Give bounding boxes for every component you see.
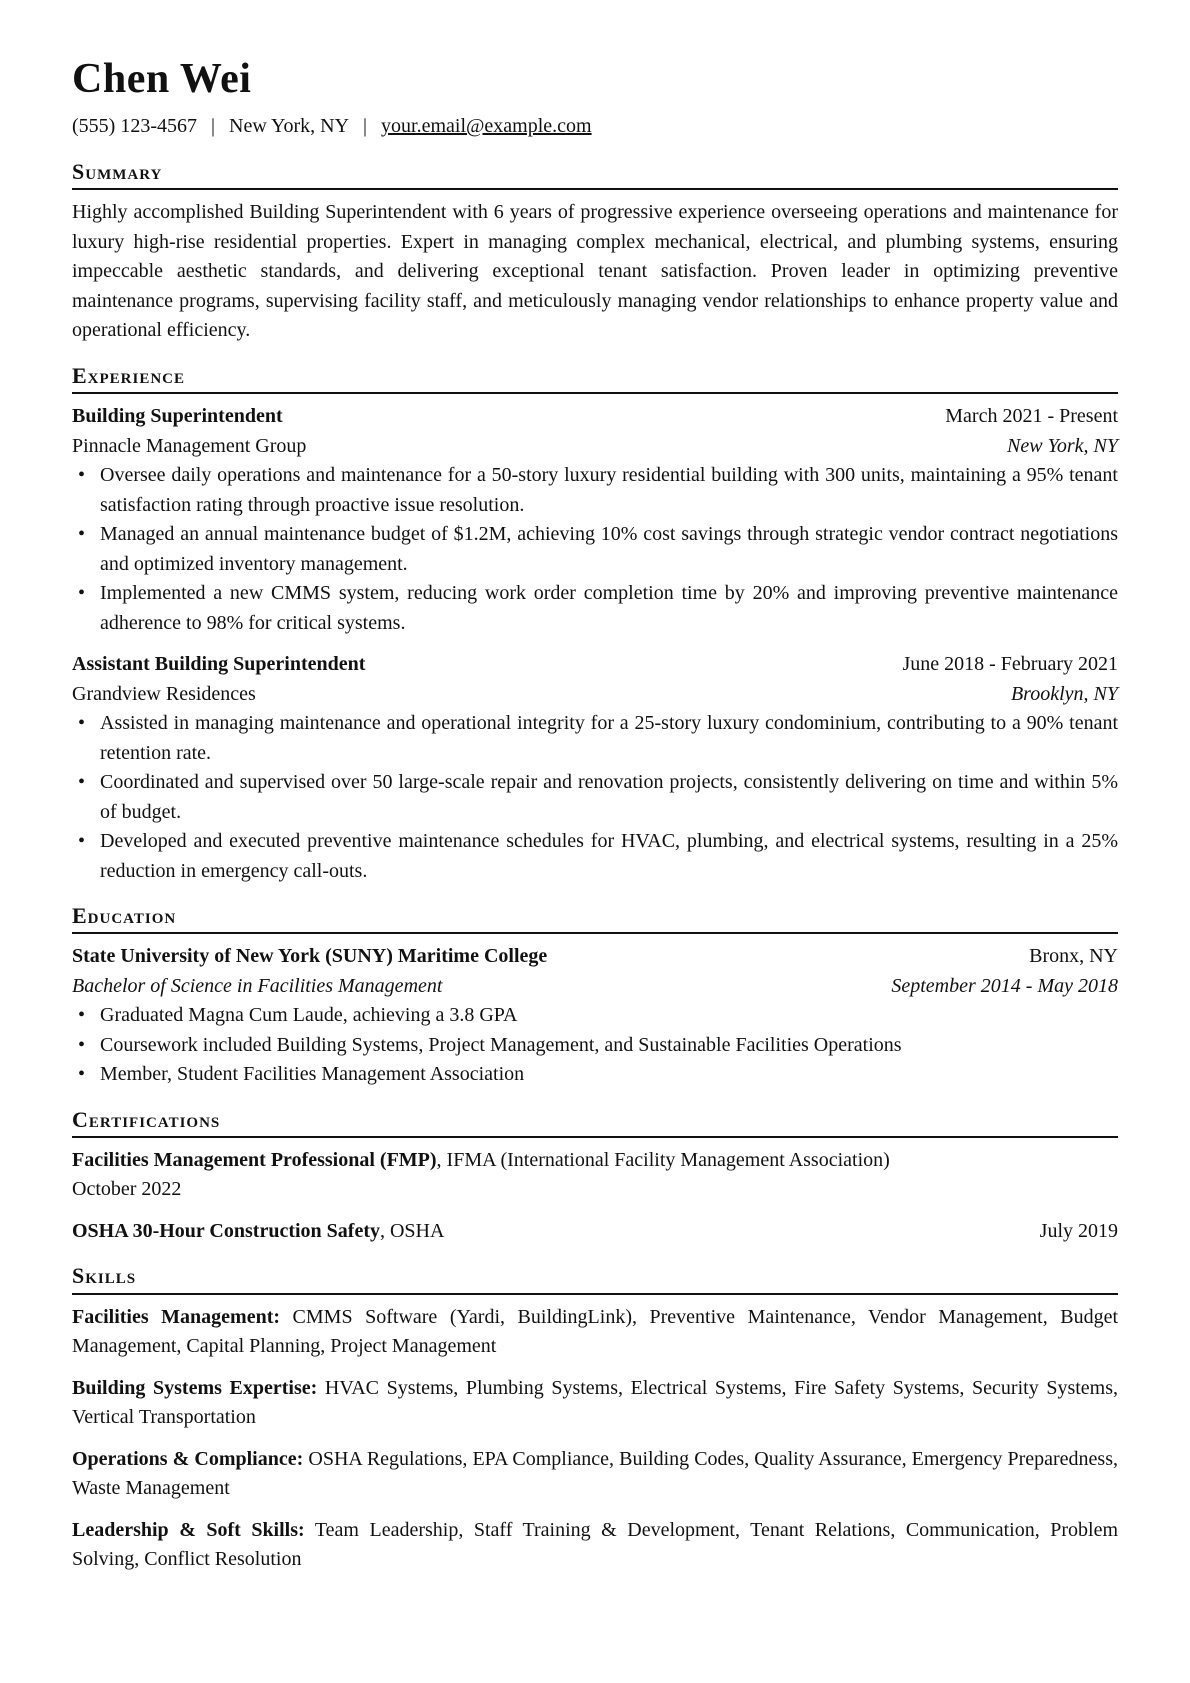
section-title-skills: Skills [72, 1264, 1118, 1294]
bullet-item: • Graduated Magna Cum Laude, achieving a 3.8 GPA [72, 1001, 1118, 1031]
skill-group [72, 1516, 1118, 1575]
skill-label: Leadership & Soft Skills: [72, 1518, 305, 1541]
experience-entry [72, 402, 1118, 638]
summary-text: Highly accomplished Building Superintendent with 6 years of progressive experience overseeing operations and maintenance for luxury high-rise residential properties. Expert in managing complex mechanical, electrical, and plumbing systems, ensuring impeccable aesthetic standards, and delivering exceptional tenant satisfaction. Proven leader in optimizing preventive maintenance programs, supervising facility staff, and meticulously managing vendor relationships to enhance property value and operational efficiency. [72, 201, 1118, 342]
job-location: Brooklyn, NY [1010, 682, 1118, 705]
bullet-item: • Oversee daily operations and maintenance for a 50-story luxury residential building with 300 units, maintaining a 95% tenant satisfaction rating through proactive issue resolution. [72, 461, 1118, 520]
location-text: New York, NY [229, 115, 350, 138]
company-name: Grandview Residences [72, 682, 256, 705]
contact-separator: | [363, 115, 368, 138]
candidate-name: Chen Wei [72, 56, 252, 102]
skill-group [72, 1303, 1118, 1362]
skill-group [72, 1445, 1118, 1504]
certification-issuer: , IFMA (International Facility Management Association) [436, 1148, 890, 1171]
certification-issuer: , OSHA [379, 1219, 445, 1242]
experience-entry [72, 650, 1118, 886]
bullet-item: • Coordinated and supervised over 50 large-scale repair and renovation projects, consistently delivering on time and within 5% of budget. [72, 768, 1118, 827]
skill-text: OSHA Regulations, EPA Compliance, Building Codes, Quality Assurance, Emergency Preparedness, Waste Management [72, 1447, 1118, 1500]
skill-text: CMMS Software (Yardi, BuildingLink), Preventive Maintenance, Vendor Management, Budget Management, Capital Planning, Project Management [72, 1305, 1118, 1358]
job-dates: March 2021 - Present [945, 405, 1118, 428]
bullet-item: • Coursework included Building Systems, Project Management, and Sustainable Facilities Operations [72, 1031, 1118, 1061]
school-location: Bronx, NY [1029, 945, 1118, 968]
certification-name: OSHA 30-Hour Construction Safety [72, 1219, 380, 1242]
phone-number: (555) 123-4567 [72, 115, 197, 138]
job-title: Assistant Building Superintendent [72, 653, 366, 676]
contact-line [72, 114, 1118, 138]
skill-label: Facilities Management: [72, 1305, 281, 1328]
section-title-education: Education [72, 904, 1118, 934]
certification-date: October 2022 [72, 1178, 182, 1201]
bullet-item: • Implemented a new CMMS system, reducing work order completion time by 20% and improving preventive maintenance adherence to 98% for critical systems. [72, 579, 1118, 638]
bullet-item: • Member, Student Facilities Management Association [72, 1060, 1118, 1090]
job-bullets [72, 709, 1118, 886]
education-bullets [72, 1001, 1118, 1090]
bullet-item: • Assisted in managing maintenance and operational integrity for a 25-story luxury condominium, contributing to a 90% tenant retention rate. [72, 709, 1118, 768]
job-location: New York, NY [1007, 434, 1118, 457]
degree-name: Bachelor of Science in Facilities Management [72, 974, 443, 997]
job-dates: June 2018 - February 2021 [902, 653, 1118, 676]
skill-text: HVAC Systems, Plumbing Systems, Electrical Systems, Fire Safety Systems, Security Systems, Vertical Transportation [72, 1376, 1118, 1429]
job-title: Building Superintendent [72, 405, 283, 428]
skill-text: Team Leadership, Staff Training & Development, Tenant Relations, Communication, Problem Solving, Conflict Resolution [72, 1518, 1118, 1571]
company-name: Pinnacle Management Group [72, 434, 307, 457]
certification-date: July 2019 [1039, 1219, 1118, 1242]
bullet-item: • Developed and executed preventive maintenance schedules for HVAC, plumbing, and electrical systems, resulting in a 25% reduction in emergency call-outs. [72, 827, 1118, 886]
skill-label: Building Systems Expertise: [72, 1376, 318, 1399]
job-bullets [72, 461, 1118, 638]
section-title-certifications: Certifications [72, 1108, 1118, 1138]
section-title-summary: Summary [72, 160, 1118, 190]
education-entry [72, 942, 1118, 1090]
certification-name: Facilities Management Professional (FMP) [72, 1148, 437, 1171]
certification-item [72, 1146, 1118, 1205]
school-name: State University of New York (SUNY) Maritime College [72, 945, 548, 968]
skill-label: Operations & Compliance: [72, 1447, 304, 1470]
certification-item [72, 1217, 1118, 1247]
skill-group [72, 1374, 1118, 1433]
section-title-experience: Experience [72, 364, 1118, 394]
bullet-item: • Managed an annual maintenance budget of $1.2M, achieving 10% cost savings through strategic vendor contract negotiations and optimized inventory management. [72, 520, 1118, 579]
contact-separator: | [210, 115, 215, 138]
email-link[interactable]: your.email@example.com [381, 115, 592, 138]
education-dates: September 2014 - May 2018 [891, 974, 1118, 997]
